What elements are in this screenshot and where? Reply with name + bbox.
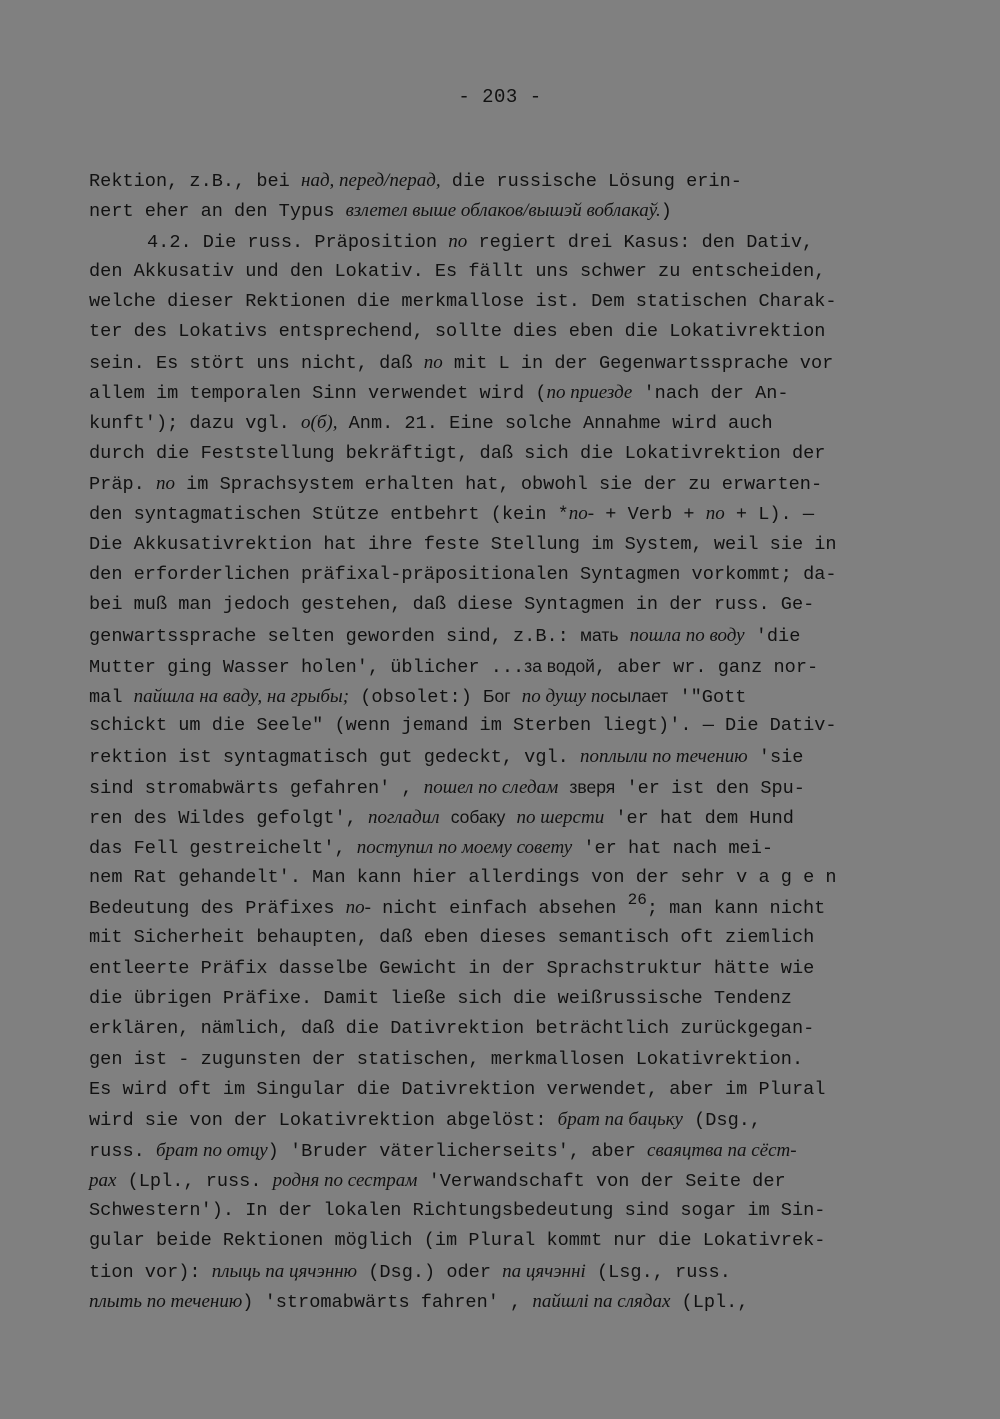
text-run: nert eher an den Typus bbox=[89, 201, 346, 223]
italic-text: взлетел выше облаков/вышэй воблакаў. bbox=[345, 200, 661, 222]
text-line bbox=[89, 802, 929, 832]
text-run: Die Akkusativrektion hat ihre feste Stellung im System, weil sie in bbox=[89, 533, 837, 555]
italic-text: по- bbox=[345, 897, 371, 919]
italic-text: над, перед/перад, bbox=[301, 170, 441, 191]
text-run: , aber wr. ganz nor- bbox=[594, 656, 819, 678]
text-run: sein. Es stört uns nicht, daß bbox=[89, 352, 424, 374]
text-run: 'die bbox=[744, 626, 801, 648]
text-run: Es wird oft im Singular die Dativrektion verwendet, aber im Plural bbox=[89, 1078, 826, 1100]
text-run: erklären, nämlich, daß die Dativrektion beträchtlich zurückgegan- bbox=[89, 1018, 815, 1040]
text-run: entleerte Präfix dasselbe Gewicht in der Sprachstruktur hätte wie bbox=[89, 957, 815, 979]
text-line bbox=[89, 1196, 929, 1226]
text-run: 'Verwandschaft von der Seite der bbox=[417, 1170, 786, 1192]
text-run: ren des Wildes gefolgt', bbox=[89, 808, 368, 830]
text-run: 'nach der An- bbox=[632, 383, 789, 405]
text-line bbox=[89, 287, 929, 317]
text-run: Bedeutung des Präfixes bbox=[89, 898, 346, 920]
text-line bbox=[89, 1287, 929, 1317]
text-run: genwartssprache selten geworden sind, z.B.: bbox=[89, 626, 580, 648]
text-run: gular beide Rektionen möglich (im Plural kommt nur die Lokativrek- bbox=[89, 1230, 826, 1252]
text-run: die übrigen Präfixe. Damit ließe sich die weißrussische Tendenz bbox=[89, 988, 792, 1010]
text-line bbox=[89, 378, 929, 408]
text-run: Бог bbox=[483, 686, 511, 707]
text-line bbox=[89, 1166, 929, 1196]
text-run: den erforderlichen präfixal-präpositionalen Syntagmen vorkommt; da- bbox=[89, 563, 837, 585]
text-run: nem Rat gehandelt'. Man kann hier allerdings von der sehr v a g e n bbox=[89, 866, 837, 888]
text-run: '"Gott bbox=[668, 687, 747, 709]
italic-text: погладил bbox=[367, 807, 440, 829]
text-line bbox=[89, 469, 929, 499]
italic-text: пайшла на ваду, на грыбы; bbox=[133, 686, 350, 708]
italic-text: пошел по следам bbox=[423, 776, 559, 798]
text-run: 'sie bbox=[747, 746, 804, 768]
text-line bbox=[89, 1105, 929, 1135]
italic-text: па цячэнні bbox=[502, 1260, 586, 1282]
text-run: 'er ist den Spu- bbox=[615, 777, 805, 799]
text-line bbox=[89, 530, 929, 560]
text-line bbox=[89, 257, 929, 287]
text-run: im Sprachsystem erhalten hat, obwohl sie der zu erwarten- bbox=[174, 473, 823, 495]
text-line bbox=[89, 1075, 929, 1105]
text-run: das Fell gestreichelt', bbox=[89, 837, 357, 859]
text-line bbox=[89, 893, 929, 923]
text-run: wird sie von der Lokativrektion abgelöst: bbox=[89, 1110, 558, 1132]
text-run bbox=[505, 808, 516, 829]
text-run: + L). — bbox=[724, 504, 814, 526]
text-line bbox=[89, 166, 929, 196]
text-line bbox=[89, 408, 929, 438]
italic-text: брат по отцу bbox=[155, 1139, 268, 1161]
text-run: den Akkusativ und den Lokativ. Es fällt uns schwer zu entscheiden, bbox=[89, 260, 826, 282]
text-line bbox=[89, 317, 929, 347]
italic-text: поплыли по течению bbox=[579, 745, 748, 767]
text-run: (Dsg., bbox=[682, 1110, 762, 1132]
italic-text: по душу по bbox=[521, 686, 610, 708]
italic-text: брат па бацьку bbox=[557, 1109, 683, 1131]
text-line bbox=[89, 439, 929, 469]
text-run: tion vor): bbox=[89, 1261, 212, 1283]
text-line bbox=[89, 772, 929, 802]
text-run: ) 'stromabwärts fahren' , bbox=[242, 1291, 533, 1313]
text-line bbox=[89, 620, 929, 650]
text-line bbox=[89, 1045, 929, 1075]
text-line bbox=[89, 711, 929, 741]
text-run: ; man kann nicht bbox=[646, 898, 826, 920]
text-run: 'er hat nach mei- bbox=[572, 837, 774, 859]
italic-text: по bbox=[448, 230, 468, 252]
text-run: durch die Feststellung bekräftigt, daß sich die Lokativrektion der bbox=[89, 442, 826, 464]
text-run: nicht einfach absehen bbox=[370, 898, 628, 920]
italic-text: по- bbox=[568, 503, 595, 525]
body-text bbox=[89, 166, 929, 1317]
text-run: gen ist - zugunsten der statischen, merkmallosen Lokativrektion. bbox=[89, 1048, 804, 1070]
text-run: ) bbox=[660, 201, 672, 223]
text-run: (obsolet:) bbox=[349, 687, 484, 709]
text-run: kunft'); dazu vgl. bbox=[89, 413, 302, 435]
text-run: (Dsg.) oder bbox=[357, 1261, 503, 1283]
text-run: (Lsg., russ. bbox=[585, 1261, 731, 1283]
text-line bbox=[89, 560, 929, 590]
page-number: - 203 - bbox=[458, 86, 542, 108]
text-run: + Verb + bbox=[594, 504, 706, 526]
text-run: (Lpl., russ. bbox=[116, 1170, 273, 1192]
italic-text: о(б), bbox=[301, 412, 338, 434]
text-run: sind stromabwärts gefahren' , bbox=[89, 777, 424, 799]
text-run: rektion ist syntagmatisch gut gedeckt, vgl. bbox=[89, 746, 580, 768]
text-run: die russische Lösung erin- bbox=[440, 171, 742, 192]
text-run: regiert drei Kasus: den Dativ, bbox=[467, 231, 814, 253]
italic-text: по bbox=[705, 503, 725, 525]
text-run: bei muß man jedoch gestehen, daß diese Syntagmen in der russ. Ge- bbox=[89, 594, 815, 616]
text-line bbox=[89, 742, 929, 772]
text-run: Präp. bbox=[89, 473, 156, 495]
italic-text: поступил по моему совету bbox=[356, 836, 573, 858]
text-line bbox=[89, 590, 929, 620]
text-line bbox=[89, 1014, 929, 1044]
text-line bbox=[89, 954, 929, 984]
text-run: (Lpl., bbox=[670, 1291, 749, 1313]
text-run: 'er hat dem Hund bbox=[604, 808, 794, 830]
text-line bbox=[89, 1136, 929, 1166]
text-run bbox=[558, 778, 569, 799]
italic-text: по bbox=[423, 351, 443, 373]
text-line bbox=[89, 1257, 929, 1287]
text-run: mit Sicherheit behaupten, daß eben dieses semantisch oft ziemlich bbox=[89, 927, 815, 949]
italic-text: сваяцтва па сёст- bbox=[647, 1139, 797, 1161]
italic-text: по приезде bbox=[546, 382, 633, 404]
italic-text: пайшлі па слядах bbox=[532, 1290, 671, 1312]
text-run: russ. bbox=[89, 1140, 156, 1162]
italic-text: родня по сестрам bbox=[272, 1169, 418, 1191]
text-run: сылает bbox=[609, 686, 669, 707]
text-line bbox=[89, 1226, 929, 1256]
text-run bbox=[618, 626, 629, 647]
text-run: 4.2. Die russ. Präposition bbox=[147, 231, 449, 253]
text-line bbox=[89, 651, 929, 681]
italic-text: плыць па цячэнню bbox=[211, 1260, 358, 1282]
text-run: schickt um die Seele" (wenn jemand im Sterben liegt)'. — Die Dativ- bbox=[89, 715, 837, 737]
text-line bbox=[89, 863, 929, 893]
text-run bbox=[511, 687, 522, 708]
italic-text: по bbox=[155, 472, 175, 494]
text-run: welche dieser Rektionen die merkmallose ist. Dem statischen Charak- bbox=[89, 291, 837, 313]
text-line bbox=[89, 348, 929, 378]
text-run: ) 'Bruder väterlicherseits', aber bbox=[267, 1140, 648, 1162]
text-run: собаку bbox=[450, 807, 506, 828]
text-run: den syntagmatischen Stütze entbehrt (kein * bbox=[89, 504, 569, 526]
text-run: мать bbox=[579, 625, 619, 646]
text-line bbox=[89, 227, 929, 257]
text-run: Anm. 21. Eine solche Annahme wird auch bbox=[337, 413, 773, 435]
text-line bbox=[89, 196, 929, 226]
text-run: allem im temporalen Sinn verwendet wird ( bbox=[89, 383, 547, 405]
text-run: Mutter ging Wasser holen', üblicher ... bbox=[89, 656, 525, 678]
text-run: ter des Lokativs entsprechend, sollte dies eben die Lokativrektion bbox=[89, 321, 826, 343]
text-line bbox=[89, 681, 929, 711]
text-run: mit L in der Gegenwartssprache vor bbox=[442, 352, 834, 374]
italic-text: по шерсти bbox=[516, 807, 605, 829]
footnote-ref: 26 bbox=[627, 891, 647, 910]
text-run: за водой bbox=[524, 655, 595, 676]
text-run bbox=[440, 808, 451, 829]
text-line bbox=[89, 499, 929, 529]
text-run: Schwestern'). In der lokalen Richtungsbedeutung sind sogar im Sin- bbox=[89, 1200, 826, 1222]
text-run: Rektion, z.B., bei bbox=[89, 171, 302, 192]
italic-text: плыть по течению bbox=[89, 1290, 243, 1312]
text-line bbox=[89, 833, 929, 863]
text-line bbox=[89, 923, 929, 953]
text-run: mal bbox=[89, 687, 134, 709]
italic-text: пошла по воду bbox=[629, 625, 745, 647]
italic-text: рах bbox=[89, 1169, 117, 1191]
text-line bbox=[89, 984, 929, 1014]
text-run: зверя bbox=[569, 776, 616, 797]
